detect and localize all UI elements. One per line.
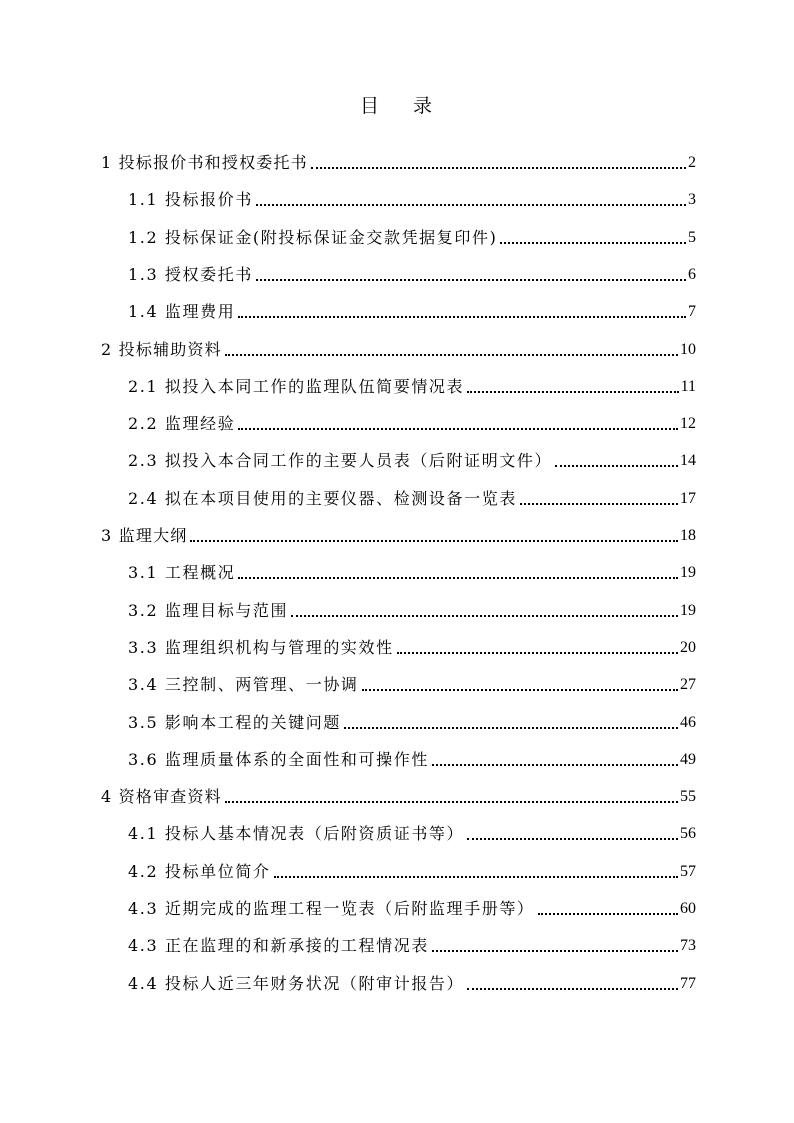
- toc-entry-page: 49: [680, 750, 696, 768]
- toc-entry-label: 1 投标报价书和授权委托书: [101, 153, 308, 172]
- dot-leader: [555, 465, 678, 467]
- toc-entry-page: 55: [680, 788, 696, 806]
- toc-entry-label: 1.1 投标报价书: [128, 190, 253, 210]
- toc-entry-label: 4.2 投标单位简介: [128, 861, 271, 881]
- dot-leader: [397, 652, 678, 654]
- toc-entry[interactable]: [128, 935, 696, 957]
- toc-entry-page: 27: [680, 676, 696, 694]
- toc-entry-page: 2: [688, 154, 696, 171]
- toc-entry-label: 1.4 监理费用: [128, 302, 236, 322]
- toc-entry[interactable]: [128, 973, 696, 995]
- page-title-char: 录: [413, 95, 435, 117]
- toc-entry-page: 77: [680, 974, 696, 992]
- toc-entry-label: 1.3 授权委托书: [128, 264, 253, 284]
- dot-leader: [362, 689, 678, 691]
- dot-leader: [311, 167, 686, 169]
- toc-entry-page: 17: [680, 489, 696, 507]
- toc-entry-label: 2.4 拟在本项目使用的主要仪器、检测设备一览表: [128, 488, 517, 508]
- toc-entry[interactable]: [101, 339, 696, 361]
- toc-entry-page: 60: [680, 900, 696, 917]
- toc-entry[interactable]: [128, 712, 696, 734]
- toc-entry-page: 19: [680, 564, 696, 582]
- toc-entry-label: 4 资格审查资料: [101, 787, 222, 807]
- toc-entry[interactable]: [128, 301, 696, 323]
- toc-entry[interactable]: [128, 488, 696, 510]
- dot-leader: [432, 764, 678, 766]
- toc-entry-page: 3: [688, 191, 696, 209]
- toc-entry-label: 3 监理大纲: [101, 526, 188, 545]
- toc-entry-page: 10: [680, 340, 696, 358]
- toc-entry-label: 2 投标辅助资料: [101, 339, 222, 359]
- toc-entry[interactable]: [128, 376, 696, 398]
- toc-entry-page: 20: [680, 638, 696, 656]
- toc-entry-page: 7: [688, 303, 696, 321]
- toc-entry[interactable]: [101, 786, 696, 808]
- toc-entry[interactable]: [128, 189, 696, 211]
- toc-entry-label: 2.3 拟投入本合同工作的主要人员表（后附证明文件）: [128, 451, 553, 471]
- toc-entry-page: 46: [680, 713, 696, 731]
- dot-leader: [238, 316, 686, 318]
- toc-entry[interactable]: [101, 152, 696, 174]
- dot-leader: [238, 428, 678, 430]
- toc-entry-label: 1.2 投标保证金(附投标保证金交款凭据复印件): [128, 227, 498, 247]
- dot-leader: [256, 279, 686, 281]
- dot-leader: [190, 540, 678, 542]
- dot-leader: [432, 950, 678, 952]
- toc-entry[interactable]: [128, 674, 696, 696]
- toc-entry[interactable]: [128, 227, 696, 249]
- dot-leader: [467, 838, 678, 840]
- toc-entry-label: 4.4 投标人近三年财务状况（附审计报告）: [128, 973, 465, 993]
- toc-entry-label: 3.5 影响本工程的关键问题: [128, 712, 341, 732]
- toc-entry-page: 14: [680, 452, 696, 470]
- dot-leader: [500, 242, 686, 244]
- dot-leader: [520, 503, 678, 505]
- toc-entry[interactable]: [128, 861, 696, 883]
- toc-entry-label: 4.3 正在监理的和新承接的工程情况表: [128, 936, 429, 956]
- toc-entry-page: 57: [680, 862, 696, 880]
- dot-leader: [467, 988, 678, 990]
- toc-entry-label: 2.2 监理经验: [128, 414, 236, 434]
- toc-entry-page: 19: [680, 601, 696, 619]
- toc-entry[interactable]: [128, 600, 696, 622]
- toc-entry-page: 11: [680, 377, 696, 395]
- toc-entry[interactable]: [128, 898, 696, 920]
- toc-entry-label: 3.4 三控制、两管理、一协调: [128, 675, 359, 695]
- dot-leader: [344, 727, 678, 729]
- toc-entry-page: 6: [688, 265, 696, 283]
- toc-entry[interactable]: [128, 264, 696, 286]
- toc-entry[interactable]: [128, 637, 696, 659]
- page-title-char: 目: [359, 95, 381, 117]
- toc-entry-label: 3.1 工程概况: [128, 563, 236, 583]
- toc-entry[interactable]: [128, 749, 696, 771]
- toc-entry-label: 3.6 监理质量体系的全面性和可操作性: [128, 749, 429, 769]
- dot-leader: [225, 801, 678, 803]
- toc-entry-page: 18: [680, 527, 696, 544]
- toc-entry-label: 4.3 近期完成的监理工程一览表（后附监理手册等）: [128, 899, 535, 918]
- toc-entry-label: 3.3 监理组织机构与管理的实效性: [128, 637, 394, 657]
- toc-entry-page: 12: [680, 415, 696, 433]
- toc-entry[interactable]: [128, 413, 696, 435]
- toc-entry-page: 56: [680, 825, 696, 843]
- dot-leader: [467, 391, 678, 393]
- dot-leader: [256, 204, 686, 206]
- toc-entry-label: 4.1 投标人基本情况表（后附资质证书等）: [128, 824, 465, 844]
- toc-entry-label: 3.2 监理目标与范围: [128, 600, 289, 620]
- toc-entry[interactable]: [128, 823, 696, 845]
- toc-entry[interactable]: [128, 450, 696, 472]
- toc-entry[interactable]: [128, 562, 696, 584]
- dot-leader: [238, 577, 678, 579]
- dot-leader: [538, 913, 678, 915]
- dot-leader: [225, 354, 678, 356]
- dot-leader: [291, 615, 678, 617]
- toc-entry-label: 2.1 拟投入本同工作的监理队伍简要情况表: [128, 376, 465, 396]
- toc-entry-page: 73: [680, 937, 696, 955]
- toc-entry[interactable]: [101, 525, 696, 547]
- toc-entry-page: 5: [688, 228, 696, 246]
- dot-leader: [274, 876, 678, 878]
